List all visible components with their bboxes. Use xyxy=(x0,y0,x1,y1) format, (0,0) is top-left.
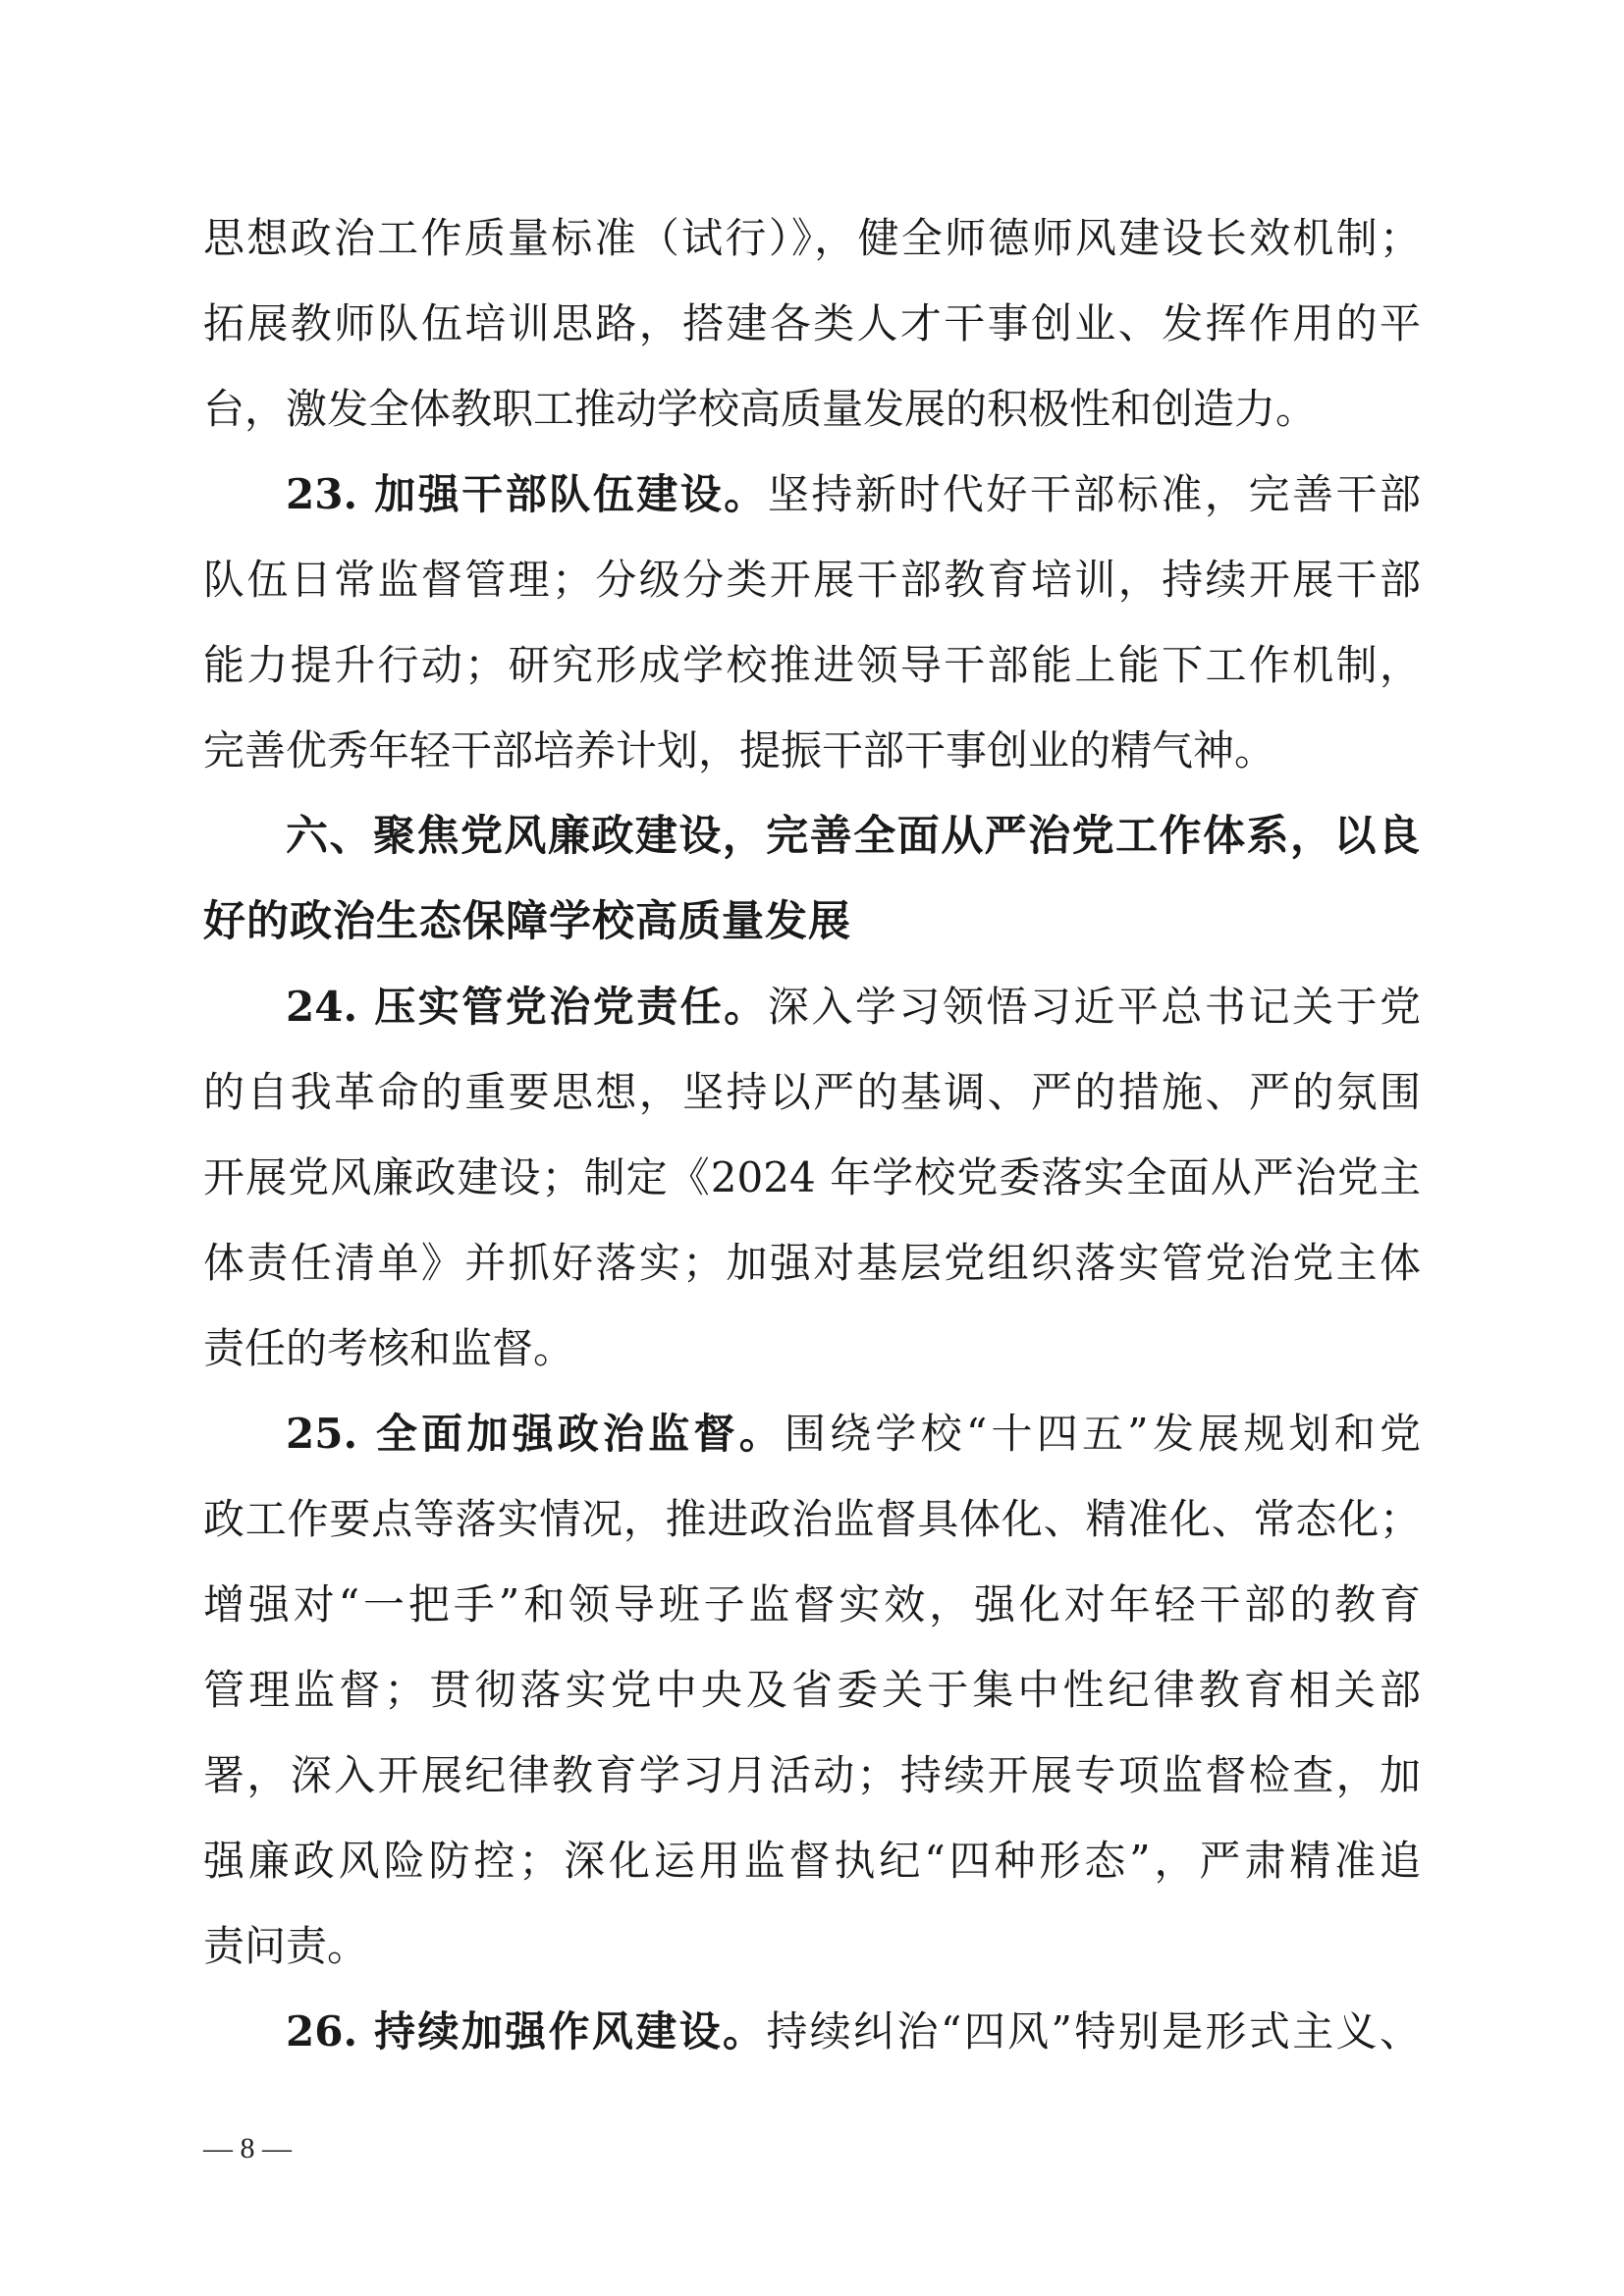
paragraph-first-line xyxy=(286,470,1421,519)
body-line: 队伍日常监督管理；分级分类开展干部教育培训，持续开展干部 xyxy=(203,556,1421,604)
item-lead: 23. 加强干部队伍建设。 xyxy=(286,470,768,518)
item-text: 坚持新时代好干部标准，完善干部 xyxy=(767,470,1421,518)
item-lead: 26. 持续加强作风建设。 xyxy=(286,2007,767,2056)
body-line: 管理监督；贯彻落实党中央及省委关于集中性纪律教育相关部 xyxy=(203,1666,1421,1714)
item-text: 围绕学校“十四五”发展规划和党 xyxy=(784,1410,1421,1458)
body-line: 开展党风廉政建设；制定《2024 年学校党委落实全面从严治党主 xyxy=(203,1153,1421,1201)
item-lead: 24. 压实管党治党责任。 xyxy=(286,983,768,1031)
section-heading: 好的政治生态保障学校高质量发展 xyxy=(203,897,851,946)
paragraph-first-line xyxy=(286,2007,1421,2056)
body-line: 思想政治工作质量标准（试行）》，健全师德师风建设长效机制； xyxy=(203,214,1421,262)
body-line: 署，深入开展纪律教育学习月活动；持续开展专项监督检查，加 xyxy=(203,1751,1421,1799)
body-line: 责任的考核和监督。 xyxy=(203,1324,575,1372)
section-heading: 六、聚焦党风廉政建设，完善全面从严治党工作体系，以良 xyxy=(286,812,1421,861)
body-line: 的自我革命的重要思想，坚持以严的基调、严的措施、严的氛围 xyxy=(203,1068,1421,1116)
item-text: 深入学习领悟习近平总书记关于党 xyxy=(767,983,1421,1031)
body-line: 责问责。 xyxy=(203,1922,369,1970)
paragraph-first-line xyxy=(286,983,1421,1032)
page-number: — 8 — xyxy=(203,2132,292,2164)
body-line: 能力提升行动；研究形成学校推进领导干部能上能下工作机制， xyxy=(203,641,1421,689)
body-line: 体责任清单》并抓好落实；加强对基层党组织落实管党治党主体 xyxy=(203,1239,1421,1287)
body-line: 强廉政风险防控；深化运用监督执纪“四种形态”，严肃精准追 xyxy=(203,1837,1421,1885)
item-lead: 25. 全面加强政治监督。 xyxy=(286,1410,785,1458)
paragraph-first-line xyxy=(286,1410,1421,1459)
body-line: 台，激发全体教职工推动学校高质量发展的积极性和创造力。 xyxy=(203,385,1318,433)
item-text: 持续纠治“四风”特别是形式主义、 xyxy=(766,2007,1421,2056)
body-line: 完善优秀年轻干部培养计划，提振干部干事创业的精气神。 xyxy=(203,726,1276,774)
body-line: 拓展教师队伍培训思路，搭建各类人才干事创业、发挥作用的平 xyxy=(203,299,1421,347)
body-line: 政工作要点等落实情况，推进政治监督具体化、精准化、常态化； xyxy=(203,1495,1421,1543)
body-line: 增强对“一把手”和领导班子监督实效，强化对年轻干部的教育 xyxy=(203,1580,1421,1629)
